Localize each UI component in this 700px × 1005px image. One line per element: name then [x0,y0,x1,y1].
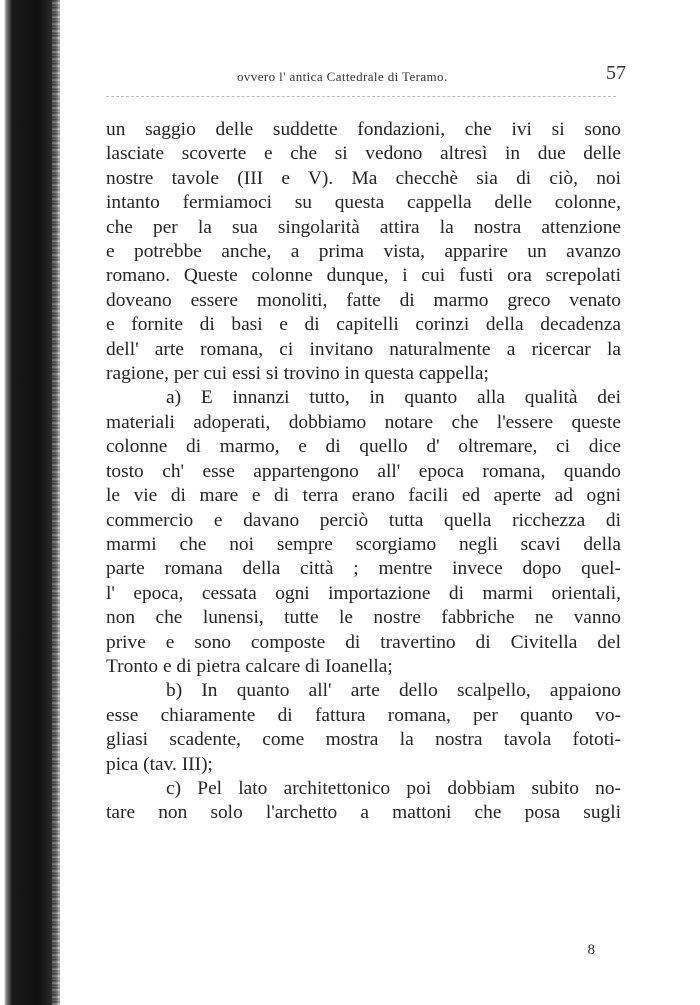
text-line: e potrebbe anche, a prima vista, apparire un avanzo [106,241,621,263]
book-page [96,56,631,986]
text-line: l' epoca, cessata ogni importazione di marmi orientali, [106,582,621,604]
text-line: intanto fermiamoci su questa cappella delle colonne, [106,192,621,214]
text-line: Tronto e di pietra calcare di Ioanella; [106,655,393,677]
body-text [106,118,621,826]
text-line: romano. Queste colonne dunque, i cui fusti ora screpolati [106,265,621,287]
text-line: che per la sua singolarità attira la nostra attenzione [106,216,621,238]
page-edge [52,0,60,1005]
text-line: prive e sono composte di travertino di Civitella del [106,631,621,653]
text-line: parte romana della città ; mentre invece dopo quel- [106,558,621,580]
text-line: tosto ch' esse appartengono all' epoca romana, quando [106,460,621,482]
text-line: e fornite di basi e di capitelli corinzi della decadenza [106,314,621,336]
text-line: colonne di marmo, e di quello d' oltremare, ci dice [106,436,621,458]
page-header [96,62,631,92]
text-line: un saggio delle suddette fondazioni, che ivi si sono [106,119,621,140]
text-line: a) E innanzi tutto, in quanto alla qualità dei [166,387,621,409]
page-number: 57 [606,62,626,84]
text-line: non che lunensi, tutte le nostre fabbriche ne vanno [106,607,621,629]
book-spine-shadow [0,0,58,1005]
text-line: b) In quanto all' arte dello scalpello, appaiono [166,680,621,702]
text-line: lasciate scoverte e che si vedono altresì in due delle [106,143,621,165]
text-line: doveano essere monoliti, fatte di marmo greco venato [106,289,621,311]
text-line: tare non solo l'archetto a mattoni che posa sugli [106,802,621,824]
text-line: le vie di mare e di terra erano facili ed aperte ad ogni [106,485,621,507]
text-line: c) Pel lato architettonico poi dobbiam subito no- [166,777,621,799]
header-rule [106,96,616,97]
text-line: esse chiaramente di fattura romana, per quanto vo- [106,704,621,726]
text-line: dell' arte romana, ci invitano naturalmente a ricercar la [106,338,621,360]
text-line: ragione, per cui essi si trovino in questa cappella; [106,363,489,385]
signature-mark: 8 [587,942,595,958]
text-line: gliasi scadente, come mostra la nostra tavola fototi- [106,729,621,751]
text-line: marmi che noi sempre scorgiamo negli scavi della [106,533,621,555]
text-line: pica (tav. III); [106,753,213,775]
text-line: commercio e davano perciò tutta quella ricchezza di [106,509,621,531]
text-line: materiali adoperati, dobbiamo notare che l'essere queste [106,411,621,433]
text-line: nostre tavole (III e V). Ma checchè sia di ciò, noi [106,167,621,189]
running-title: ovvero l' antica Cattedrale di Teramo. [237,69,448,84]
